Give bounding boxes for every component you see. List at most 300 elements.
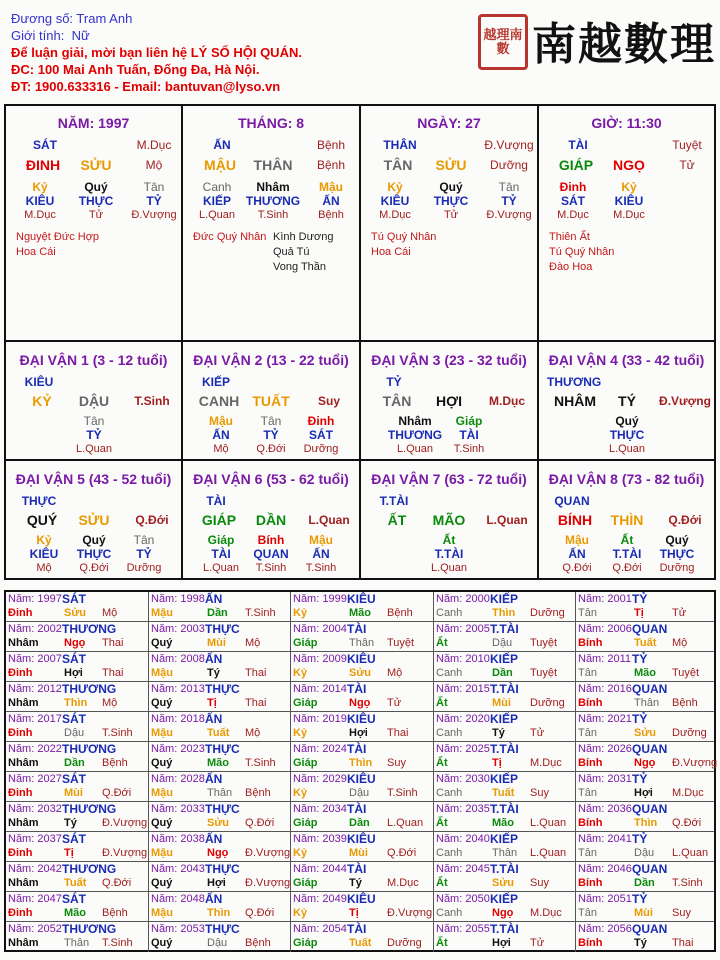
year-cell (291, 682, 434, 712)
year-label: Năm: 2005 (436, 623, 490, 635)
dai-van-star: THƯƠNG (547, 375, 602, 389)
year-phase: Tử (530, 937, 545, 949)
year-label: Năm: 2052 (8, 923, 62, 935)
year-chi: Dần (634, 877, 655, 889)
year-phase: Suy (530, 787, 549, 799)
dai-van-ten-god: KIÊU (29, 547, 59, 561)
year-ten-god: ẤN (205, 832, 223, 846)
dai-van-hidden-stem: Tân (83, 414, 105, 428)
year-cell (576, 862, 714, 892)
year-cell (149, 832, 291, 862)
year-cell (434, 742, 576, 772)
year-label: Năm: 2007 (8, 653, 62, 665)
year-label: Năm: 1999 (293, 593, 347, 605)
dai-van-ten-god: THỰC (659, 547, 695, 561)
dai-van-ten-god: TỶ (263, 428, 279, 442)
year-can: Mậu (151, 907, 173, 919)
year-cell (149, 802, 291, 832)
pillar-cell (183, 106, 361, 342)
dai-van-title: ĐẠI VẬN 2 (13 - 22 tuổi) (193, 352, 349, 368)
pillar-star-phase: Bệnh (316, 138, 346, 152)
year-ten-god: KIÊU (347, 832, 376, 846)
year-label: Năm: 2017 (8, 713, 62, 725)
pillar-star-phase: Tuyệt (672, 138, 702, 152)
dai-van-cell (6, 342, 183, 461)
year-label: Năm: 2011 (578, 653, 631, 665)
dai-van-ten-god: THỰC (76, 547, 112, 561)
pillar-note: Tú Quý Nhân (371, 231, 437, 243)
dai-van-phase-row: T.Sinh (255, 562, 287, 574)
pillar-title: GIỜ: 11:30 (591, 115, 662, 131)
dai-van-hidden-stem: Ất (620, 533, 634, 547)
year-chi: Ngọ (492, 907, 514, 919)
promo-text: Để luận giải, mời bạn liên hệ LÝ SỐ HỘI QUÁN. (11, 45, 302, 60)
year-chi: Tý (207, 667, 220, 679)
year-can: Tân (578, 667, 597, 679)
pillar-can: GIÁP (558, 157, 594, 173)
year-cell (149, 652, 291, 682)
pillar-note: Quả Tú (273, 246, 310, 258)
year-label: Năm: 2039 (293, 833, 347, 845)
pillar-note: Vong Thần (273, 261, 327, 273)
dai-van-chi: TUẤT (252, 393, 290, 409)
year-ten-god: THƯƠNG (62, 802, 117, 816)
year-label: Năm: 2055 (436, 923, 490, 935)
year-ten-god: TỶ (632, 712, 648, 726)
pillar-ten-god: KIÊU (614, 194, 644, 208)
year-chi: Mùi (492, 697, 511, 709)
year-phase: Tuyệt (530, 667, 558, 679)
year-cell (6, 742, 149, 772)
pillar-title: NĂM: 1997 (57, 115, 130, 131)
year-can: Nhâm (8, 937, 39, 949)
dai-van-phase-row: L.Quan (396, 443, 434, 455)
year-label: Năm: 2019 (293, 713, 347, 725)
gender-value: Nữ (71, 28, 90, 43)
year-cell (434, 682, 576, 712)
year-can: Bính (578, 877, 603, 889)
dai-van-ten-god: TỶ (136, 547, 152, 561)
year-phase: T.Sinh (102, 727, 133, 739)
dai-van-hidden-stem: Tân (260, 414, 282, 428)
year-cell (291, 802, 434, 832)
year-ten-god: TỶ (632, 892, 648, 906)
year-ten-god: SÁT (62, 652, 86, 666)
header-info (11, 10, 302, 95)
year-ten-god: TÀI (347, 922, 367, 936)
year-label: Năm: 2037 (8, 833, 62, 845)
dai-van-cell (183, 342, 361, 461)
year-phase: Thai (102, 667, 124, 679)
dai-van-ten-god: ẤN (212, 428, 230, 442)
year-cell (291, 922, 434, 952)
year-chi: Thân (492, 847, 518, 859)
dai-van-phase: Suy (317, 394, 340, 408)
year-cell (149, 712, 291, 742)
year-ten-god: THƯƠNG (62, 622, 117, 636)
year-cell (576, 802, 714, 832)
year-cell (149, 772, 291, 802)
pillar-star: SÁT (33, 138, 57, 152)
year-phase: Q.Đới (672, 817, 702, 829)
year-can: Mậu (151, 847, 173, 859)
year-can: Giáp (293, 637, 318, 649)
year-chi: Hợi (492, 937, 511, 949)
year-phase: Thai (102, 637, 124, 649)
year-ten-god: TÀI (347, 742, 367, 756)
year-phase: T.Sinh (672, 877, 703, 889)
dai-van-phase: Đ.Vượng (659, 394, 711, 408)
year-chi: Ngọ (634, 757, 656, 769)
chart-grid (4, 104, 716, 580)
pillar-hidden-stem: Nhâm (256, 180, 290, 194)
dai-van-ten-god: TỶ (86, 428, 102, 442)
pillar-cell (361, 106, 539, 342)
year-chi: Tị (64, 847, 74, 859)
year-cell (291, 862, 434, 892)
year-cell (434, 802, 576, 832)
year-chi: Thìn (64, 697, 88, 709)
year-chi: Dậu (634, 847, 655, 859)
year-phase: Dưỡng (530, 607, 565, 619)
year-can: Quý (151, 637, 173, 649)
year-phase: Tử (672, 607, 687, 619)
year-phase: M.Dục (672, 787, 704, 799)
year-can: Giáp (293, 817, 318, 829)
year-label: Năm: 2033 (151, 803, 205, 815)
year-chi: Sửu (349, 667, 372, 679)
pillar-ten-god: KIẾP (202, 194, 231, 208)
year-chi: Tuất (64, 877, 87, 889)
dai-van-hidden-stem: Mậu (309, 533, 333, 547)
yearly-table (4, 590, 716, 952)
year-cell (434, 622, 576, 652)
dai-van-can: GIÁP (201, 512, 237, 528)
year-chi: Tuất (207, 727, 230, 739)
pillar-note: Hoa Cái (371, 246, 411, 258)
year-can: Ất (436, 697, 448, 709)
year-chi: Thân (634, 697, 660, 709)
year-label: Năm: 2021 (578, 713, 632, 725)
year-ten-god: KIẾP (490, 832, 519, 846)
year-phase: T.Sinh (245, 607, 276, 619)
year-phase: Q.Đới (387, 847, 417, 859)
year-phase: Bệnh (102, 757, 128, 769)
year-ten-god: ẤN (205, 772, 223, 786)
pillar-chi-phase: Mộ (145, 158, 163, 172)
year-cell (434, 862, 576, 892)
dai-van-ten-god: T.TÀI (434, 547, 464, 561)
year-can: Giáp (293, 757, 318, 769)
year-chi: Mão (634, 667, 656, 679)
pillar-chi-phase: Dưỡng (490, 158, 528, 172)
year-label: Năm: 2030 (436, 773, 490, 785)
year-chi: Dần (64, 757, 85, 769)
dai-van-star: T.TÀI (379, 494, 409, 508)
year-can: Ất (436, 637, 448, 649)
year-ten-god: KIÊU (347, 592, 376, 606)
year-can: Canh (436, 787, 463, 799)
pillar-hidden-stem: Quý (439, 180, 463, 194)
year-phase: Đ.Vượng (387, 907, 433, 919)
year-label: Năm: 2053 (151, 923, 205, 935)
pillar-title: NGÀY: 27 (417, 115, 481, 131)
year-can: Ất (436, 817, 448, 829)
year-phase: Dưỡng (672, 727, 707, 739)
dai-van-ten-god: THƯƠNG (387, 428, 443, 442)
year-can: Bính (578, 697, 603, 709)
year-cell (576, 682, 714, 712)
year-label: Năm: 2014 (293, 683, 347, 695)
pillar-ten-god: KIÊU (380, 194, 410, 208)
name-label: Đương số: (11, 11, 74, 26)
pillar-chi: SỬU (80, 157, 112, 173)
year-chi: Tý (64, 817, 77, 829)
year-chi: Tị (492, 757, 502, 769)
dai-van-title: ĐẠI VẬN 3 (23 - 32 tuổi) (371, 352, 527, 368)
year-can: Quý (151, 877, 173, 889)
year-phase: T.Sinh (387, 787, 418, 799)
pillar-note: Nguyệt Đức Hợp (16, 231, 100, 243)
year-label: Năm: 1997 (8, 593, 62, 605)
pillar-chi: NGỌ (613, 157, 645, 173)
year-can: Bính (578, 757, 603, 769)
year-chi: Mùi (207, 637, 226, 649)
dai-van-star: KIẾP (201, 375, 230, 389)
year-phase: L.Quan (530, 817, 567, 829)
dai-van-title: ĐẠI VẬN 8 (73 - 82 tuổi) (548, 471, 705, 487)
dai-van-star: THỰC (21, 494, 57, 508)
dai-van-star: KIÊU (24, 375, 54, 389)
year-can: Đinh (8, 607, 33, 619)
year-phase: Đ.Vượng (102, 847, 148, 859)
year-chi: Sửu (207, 817, 230, 829)
dai-van-ten-god: ẤN (312, 547, 330, 561)
contact-text: ĐT: 1900.633316 - Email: bantuvan@lyso.vn (11, 79, 281, 94)
pillar-note: Kình Dương (273, 231, 334, 243)
pillar-note: Thiên Ất (549, 231, 590, 243)
year-can: Kỷ (293, 787, 308, 799)
year-phase: T.Sinh (102, 937, 133, 949)
dai-van-cell (539, 461, 714, 578)
year-label: Năm: 2018 (151, 713, 205, 725)
dai-van-hidden-stem: Tân (133, 533, 155, 547)
year-ten-god: T.TÀI (490, 922, 519, 936)
year-ten-god: ẤN (205, 892, 223, 906)
year-chi: Tị (207, 697, 217, 709)
year-label: Năm: 2034 (293, 803, 347, 815)
year-label: Năm: 2002 (8, 623, 62, 635)
dai-van-phase: T.Sinh (134, 394, 170, 408)
dai-van-cell (361, 342, 539, 461)
dai-van-phase-row: T.Sinh (453, 443, 485, 455)
year-can: Mậu (151, 787, 173, 799)
year-phase: M.Dục (387, 877, 419, 889)
year-can: Quý (151, 937, 173, 949)
year-label: Năm: 2013 (151, 683, 205, 695)
year-ten-god: ẤN (205, 652, 223, 666)
year-phase: Q.Đới (245, 817, 275, 829)
dai-van-can: NHÂM (554, 393, 596, 409)
year-can: Bính (578, 937, 603, 949)
year-label: Năm: 2029 (293, 773, 347, 785)
dai-van-can: BÍNH (557, 512, 593, 528)
year-ten-god: ẤN (205, 592, 223, 606)
dai-van-title: ĐẠI VẬN 6 (53 - 62 tuổi) (193, 471, 349, 487)
year-ten-god: KIÊU (347, 652, 376, 666)
dai-van-can: ẤT (387, 512, 407, 528)
year-chi: Thìn (349, 757, 373, 769)
year-label: Năm: 2031 (578, 773, 632, 785)
year-phase: Tuyệt (387, 637, 415, 649)
year-phase: Mộ (387, 667, 403, 679)
year-cell (434, 712, 576, 742)
year-ten-god: T.TÀI (490, 682, 519, 696)
year-can: Nhâm (8, 757, 39, 769)
year-ten-god: SÁT (62, 712, 86, 726)
year-ten-god: TÀI (347, 862, 367, 876)
year-cell (149, 592, 291, 622)
year-can: Kỷ (293, 607, 308, 619)
dai-van-ten-god: SÁT (309, 428, 333, 442)
year-label: Năm: 2015 (436, 683, 490, 695)
pillar-cell (6, 106, 183, 342)
pillar-phase: Đ.Vượng (486, 209, 532, 221)
gender-label: Giới tính: (11, 28, 65, 43)
year-can: Ất (436, 937, 448, 949)
year-ten-god: THỰC (205, 922, 240, 936)
year-ten-god: THỰC (205, 862, 240, 876)
year-cell (576, 772, 714, 802)
year-chi: Mùi (634, 907, 653, 919)
year-ten-god: QUAN (632, 682, 668, 696)
year-phase: M.Dục (530, 757, 562, 769)
dai-van-phase: L.Quan (308, 513, 350, 527)
year-can: Mậu (151, 667, 173, 679)
year-can: Tân (578, 787, 597, 799)
year-phase: Đ.Vượng (102, 817, 148, 829)
pillar-hidden-stem: Tân (143, 180, 165, 194)
year-label: Năm: 2032 (8, 803, 62, 815)
year-label: Năm: 2047 (8, 893, 62, 905)
year-label: Năm: 2028 (151, 773, 205, 785)
dai-van-hidden-stem: Giáp (207, 533, 235, 547)
dai-van-ten-god: THỰC (609, 428, 645, 442)
year-chi: Tị (634, 607, 644, 619)
year-can: Đinh (8, 667, 33, 679)
seal-stamp: 越理南數 (478, 14, 528, 70)
dai-van-chi: HỢI (436, 393, 462, 409)
pillar-hidden-stem: Quý (84, 180, 108, 194)
year-chi: Mão (492, 817, 514, 829)
pillar-phase: Tử (443, 209, 459, 221)
year-ten-god: THƯƠNG (62, 742, 117, 756)
year-cell (576, 712, 714, 742)
year-phase: Bệnh (672, 697, 698, 709)
dai-van-hidden-stem: Quý (665, 533, 689, 547)
year-chi: Ngọ (349, 697, 371, 709)
year-ten-god: THỰC (205, 682, 240, 696)
dai-van-title: ĐẠI VẬN 5 (43 - 52 tuổi) (15, 471, 172, 487)
pillar-note: Đào Hoa (549, 261, 593, 273)
year-cell (576, 922, 714, 952)
dai-van-chi: MÃO (432, 512, 466, 528)
year-ten-god: QUAN (632, 802, 668, 816)
year-cell (149, 892, 291, 922)
dai-van-hidden-stem: Kỷ (36, 533, 52, 547)
year-can: Kỷ (293, 847, 308, 859)
year-cell (149, 862, 291, 892)
year-ten-god: KIẾP (490, 592, 519, 606)
year-chi: Thìn (492, 607, 516, 619)
year-chi: Thân (349, 637, 375, 649)
year-ten-god: THƯƠNG (62, 862, 117, 876)
year-label: Năm: 2004 (293, 623, 347, 635)
year-label: Năm: 2010 (436, 653, 490, 665)
year-ten-god: T.TÀI (490, 622, 519, 636)
dai-van-phase-row: Q.Đới (256, 443, 286, 455)
pillar-can: ĐINH (25, 157, 61, 173)
year-cell (576, 892, 714, 922)
year-phase: Mộ (672, 637, 688, 649)
year-chi: Mão (64, 907, 86, 919)
year-ten-god: TÀI (347, 802, 367, 816)
pillar-phase: M.Dục (557, 209, 589, 221)
dai-van-phase-row: T.Sinh (305, 562, 337, 574)
year-chi: Dần (349, 817, 370, 829)
year-chi: Tuất (634, 637, 657, 649)
year-can: Giáp (293, 697, 318, 709)
year-cell (291, 622, 434, 652)
year-chi: Hợi (349, 727, 368, 739)
year-cell (6, 652, 149, 682)
year-can: Nhâm (8, 697, 39, 709)
pillar-phase: M.Dục (613, 209, 645, 221)
year-ten-god: TÀI (347, 682, 367, 696)
year-phase: Q.Đới (102, 877, 132, 889)
dai-van-chi: TÝ (618, 393, 636, 409)
year-label: Năm: 2054 (293, 923, 347, 935)
year-phase: Bệnh (387, 607, 413, 619)
pillar-ten-god: THỰC (433, 194, 469, 208)
year-cell (149, 622, 291, 652)
year-can: Kỷ (293, 727, 308, 739)
year-phase: Suy (387, 757, 406, 769)
pillar-ten-god: ẤN (322, 194, 340, 208)
year-phase: T.Sinh (245, 757, 276, 769)
year-label: Năm: 2003 (151, 623, 205, 635)
dai-van-title: ĐẠI VẬN 4 (33 - 42 tuổi) (548, 352, 705, 368)
pillar-ten-god: THỰC (78, 194, 114, 208)
year-can: Canh (436, 607, 463, 619)
dai-van-phase-row: L.Quan (430, 562, 468, 574)
year-label: Năm: 2042 (8, 863, 62, 875)
year-can: Đinh (8, 907, 33, 919)
year-label: Năm: 2045 (436, 863, 490, 875)
year-ten-god: KIÊU (347, 712, 376, 726)
pillar-phase: Đ.Vượng (131, 209, 177, 221)
year-phase: Q.Đới (102, 787, 132, 799)
pillar-hidden-stem: Tân (498, 180, 520, 194)
year-chi: Dậu (349, 787, 370, 799)
dai-van-title: ĐẠI VẬN 7 (63 - 72 tuổi) (371, 471, 527, 487)
year-phase: Tử (530, 727, 545, 739)
pillar-chi: SỬU (435, 157, 467, 173)
year-phase: Tuyệt (672, 667, 700, 679)
brand-logo: 南越數理 (532, 19, 716, 70)
year-label: Năm: 2046 (578, 863, 632, 875)
year-label: Năm: 2043 (151, 863, 205, 875)
